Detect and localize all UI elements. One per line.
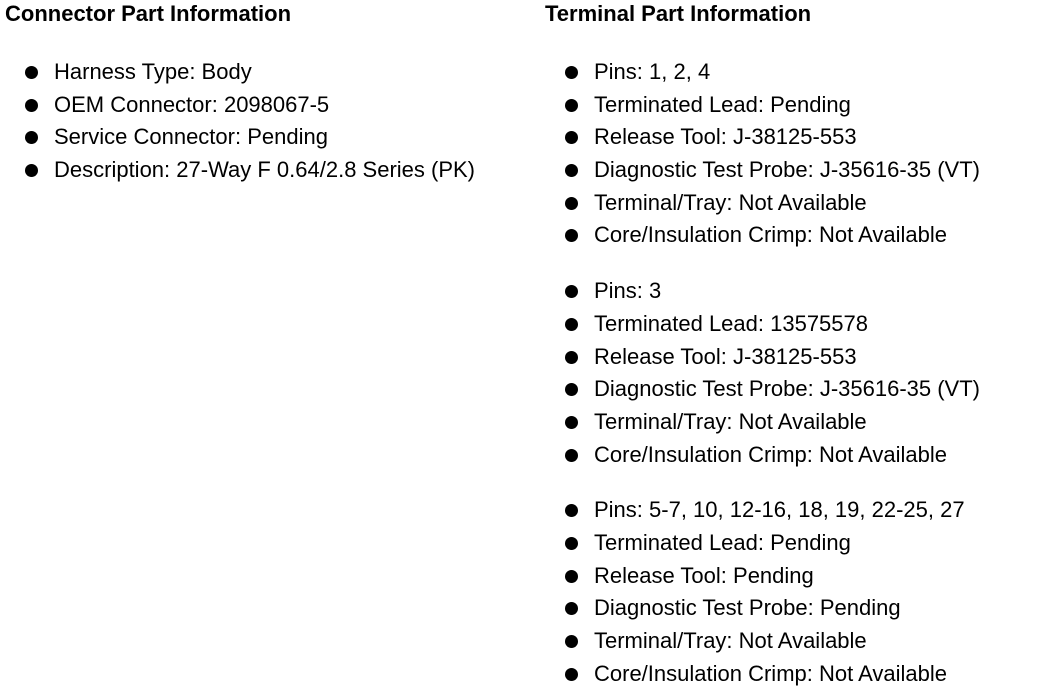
bullet-icon — [565, 318, 578, 331]
bullet-icon — [25, 66, 38, 79]
connector-info-text: OEM Connector: 2098067-5 — [54, 91, 330, 117]
terminal-info-text: Pins: 3 — [594, 278, 662, 304]
connector-info-item — [5, 89, 525, 122]
terminal-info-item — [545, 373, 1050, 406]
bullet-icon — [565, 99, 578, 112]
terminal-info-text: Release Tool: J-38125-553 — [594, 124, 857, 150]
terminal-info-item — [545, 219, 1050, 252]
connector-info-item — [5, 121, 525, 154]
terminal-info-text: Terminal/Tray: Not Available — [594, 189, 867, 215]
connector-info-text: Service Connector: Pending — [54, 124, 328, 150]
bullet-icon — [565, 197, 578, 210]
terminal-info-item — [545, 154, 1050, 187]
terminal-group-2 — [545, 275, 1050, 471]
connector-info-text: Harness Type: Body — [54, 59, 252, 84]
terminal-info-text: Pins: 5-7, 10, 12-16, 18, 19, 22-25, 27 — [594, 497, 965, 523]
terminal-info-text: Core/Insulation Crimp: Not Available — [594, 660, 947, 686]
bullet-icon — [565, 229, 578, 242]
terminal-info-item — [545, 56, 1050, 89]
bullet-icon — [25, 131, 38, 144]
terminal-info-text: Diagnostic Test Probe: J-35616-35 (VT) — [594, 157, 980, 183]
terminal-info-item — [545, 406, 1050, 439]
terminal-section-heading: Terminal Part Information — [545, 1, 812, 26]
terminal-info-text: Diagnostic Test Probe: Pending — [594, 595, 901, 621]
connector-info-item — [5, 56, 525, 89]
terminal-info-item — [545, 625, 1050, 658]
bullet-icon — [565, 131, 578, 144]
terminal-info-text: Terminal/Tray: Not Available — [594, 408, 867, 434]
bullet-icon — [25, 164, 38, 177]
bullet-icon — [25, 99, 38, 112]
terminal-info-item — [545, 592, 1050, 625]
connector-section-heading: Connector Part Information — [5, 1, 292, 26]
bullet-icon — [565, 537, 578, 550]
bullet-icon — [565, 668, 578, 681]
terminal-info-text: Terminated Lead: Pending — [594, 529, 851, 555]
terminal-info-item — [545, 494, 1050, 527]
bullet-icon — [565, 602, 578, 615]
terminal-part-information-section — [545, 0, 1050, 690]
terminal-info-item — [545, 121, 1050, 154]
terminal-info-item — [545, 658, 1050, 690]
terminal-info-text: Terminated Lead: Pending — [594, 91, 851, 117]
terminal-info-text: Terminated Lead: 13575578 — [594, 310, 868, 336]
terminal-info-text: Core/Insulation Crimp: Not Available — [594, 441, 947, 467]
bullet-icon — [565, 164, 578, 177]
connector-info-list — [5, 56, 525, 187]
bullet-icon — [565, 504, 578, 517]
bullet-icon — [565, 635, 578, 648]
connector-info-item — [5, 154, 525, 187]
terminal-info-item — [545, 89, 1050, 122]
terminal-group-3 — [545, 494, 1050, 690]
terminal-info-item — [545, 308, 1050, 341]
connector-info-text: Description: 27-Way F 0.64/2.8 Series (PK) — [54, 157, 476, 183]
terminal-group-1 — [545, 56, 1050, 252]
terminal-info-item — [545, 560, 1050, 593]
terminal-info-item — [545, 527, 1050, 560]
terminal-info-text: Terminal/Tray: Not Available — [594, 628, 867, 653]
bullet-icon — [565, 66, 578, 79]
bullet-icon — [565, 285, 578, 298]
bullet-icon — [565, 570, 578, 583]
terminal-info-item — [545, 275, 1050, 308]
bullet-icon — [565, 383, 578, 396]
terminal-info-item — [545, 341, 1050, 374]
bullet-icon — [565, 449, 578, 462]
terminal-info-text: Release Tool: J-38125-553 — [594, 343, 857, 369]
terminal-info-text: Core/Insulation Crimp: Not Available — [594, 222, 947, 248]
terminal-info-text: Pins: 1, 2, 4 — [594, 59, 711, 84]
terminal-info-item — [545, 187, 1050, 220]
connector-part-information-section — [5, 0, 525, 187]
bullet-icon — [565, 416, 578, 429]
terminal-info-text: Release Tool: Pending — [594, 562, 814, 588]
terminal-info-item — [545, 439, 1050, 472]
terminal-info-text: Diagnostic Test Probe: J-35616-35 (VT) — [594, 376, 980, 402]
bullet-icon — [565, 351, 578, 364]
